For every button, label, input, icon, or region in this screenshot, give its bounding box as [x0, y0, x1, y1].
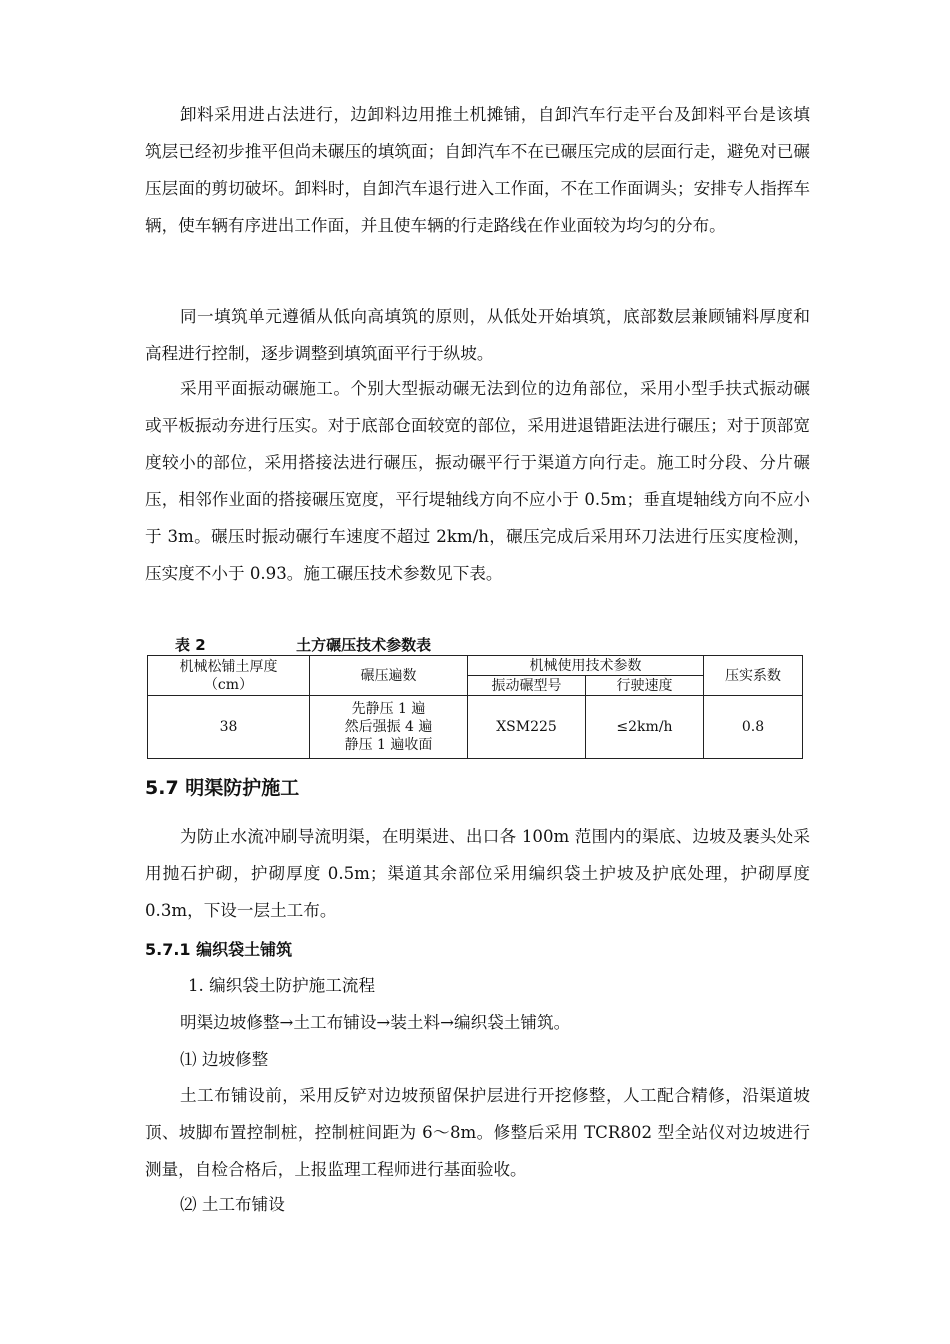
- paragraph-channel-protection: 为防止水流冲刷导流明渠，在明渠进、出口各 100m 范围内的渠底、边坡及裹头处采用抛石护砌，护砌厚度 0.5m；渠道其余部位采用编织袋土护坡及护底处理，护砌厚度 0.3m，下设一层土工布。: [145, 827, 810, 920]
- header-roller-model: 振动碾型号: [468, 676, 586, 696]
- header-thickness: 机械松铺土厚度 （cm）: [148, 656, 310, 696]
- flow-line: 明渠边坡修整→土工布铺设→装土料→编织袋土铺筑。: [180, 1013, 571, 1032]
- header-compaction: 压实系数: [704, 656, 803, 696]
- section-heading-5-7-1: 5.7.1 编织袋土铺筑: [145, 940, 293, 959]
- header-speed: 行驶速度: [586, 676, 704, 696]
- paragraph-filling-order: 同一填筑单元遵循从低向高填筑的原则，从低处开始填筑，底部数层兼顾铺料厚度和高程进行控制，逐步调整到填筑面平行于纵坡。: [145, 307, 810, 363]
- step-slope-trimming: ⑴ 边坡修整: [180, 1050, 269, 1069]
- paragraph-slope-trimming: 土工布铺设前，采用反铲对边坡预留保护层进行开挖修整，人工配合精修，沿渠道坡顶、坡脚布置控制桩，控制桩间距为 6～8m。修整后采用 TCR802 型全站仪对边坡进行测量，自检合格后，上报监理工程师进行基面验收。: [145, 1086, 810, 1179]
- compaction-parameters-table: [147, 655, 803, 759]
- table-caption: [175, 634, 431, 655]
- paragraph-unloading: 卸料采用进占法进行，边卸料边用推土机摊铺，自卸汽车行走平台及卸料平台是该填筑层已经初步推平但尚未碾压的填筑面；自卸汽车不在已碾压完成的层面行走，避免对已碾压层面的剪切破坏。卸料时，自卸汽车退行进入工作面，不在工作面调头；安排专人指挥车辆，使车辆有序进出工作面，并且使车辆的行走路线在作业面较为均匀的分布。: [145, 105, 810, 235]
- item-construction-process: 1. 编织袋土防护施工流程: [188, 976, 376, 995]
- cell-compaction: 0.8: [704, 696, 803, 759]
- cell-passes: 先静压 1 遍 然后强振 4 遍 静压 1 遍收面: [310, 696, 468, 759]
- header-passes: 碾压遍数: [310, 656, 468, 696]
- cell-thickness: 38: [148, 696, 310, 759]
- header-machine-params: 机械使用技术参数: [468, 656, 704, 676]
- table-caption-number: 表 2: [175, 636, 206, 654]
- table-caption-title: 土方碾压技术参数表: [296, 636, 432, 654]
- cell-roller-model: XSM225: [468, 696, 586, 759]
- section-heading-5-7: 5.7 明渠防护施工: [145, 777, 300, 799]
- paragraph-compaction: 采用平面振动碾施工。个别大型振动碾无法到位的边角部位，采用小型手扶式振动碾或平板振动夯进行压实。对于底部仓面较宽的部位，采用进退错距法进行碾压；对于顶部宽度较小的部位，采用搭接法进行碾压，振动碾平行于渠道方向行走。施工时分段、分片碾压，相邻作业面的搭接碾压宽度，平行堤轴线方向不应小于 0.5m；垂直堤轴线方向不应小于 3m。碾压时振动碾行车速度不超过 2km/h，碾压完成后采用环刀法进行压实度检测，压实度不小于 0.93。施工碾压技术参数见下表。: [145, 379, 810, 583]
- cell-speed: ≤2km/h: [586, 696, 704, 759]
- step-geotextile-laying: ⑵ 土工布铺设: [180, 1195, 285, 1214]
